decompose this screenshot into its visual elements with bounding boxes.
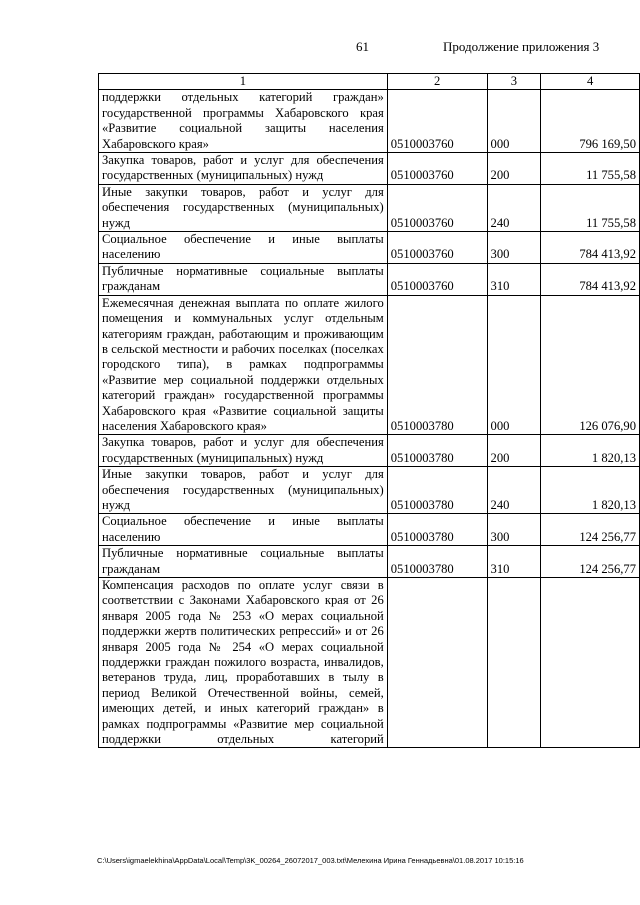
row-code: 0510003760 (387, 90, 487, 153)
table-row (99, 467, 640, 514)
row-amount: 11 755,58 (541, 153, 640, 185)
row-code: 0510003780 (387, 467, 487, 514)
row-amount: 796 169,50 (541, 90, 640, 153)
appendix-title: Продолжение приложения 3 (443, 39, 600, 54)
page-number: 61 (356, 39, 369, 54)
row-description: Публичные нормативные социальные выплаты гражданам (99, 263, 388, 295)
row-amount: 124 256,77 (541, 514, 640, 546)
row-amount: 124 256,77 (541, 546, 640, 578)
row-code: 0510003760 (387, 184, 487, 231)
row-description: Закупка товаров, работ и услуг для обеспечения государственных (муниципальных) нужд (99, 435, 388, 467)
row-code: 0510003780 (387, 514, 487, 546)
row-description: Социальное обеспечение и иные выплаты населению (99, 232, 388, 264)
row-amount: 784 413,92 (541, 263, 640, 295)
row-description: Публичные нормативные социальные выплаты гражданам (99, 546, 388, 578)
table-row (99, 295, 640, 435)
row-expense-type: 300 (487, 232, 541, 264)
row-expense-type: 240 (487, 467, 541, 514)
row-expense-type: 200 (487, 153, 541, 185)
row-amount: 11 755,58 (541, 184, 640, 231)
table-row (99, 263, 640, 295)
page-header (0, 39, 640, 55)
row-description: Закупка товаров, работ и услуг для обеспечения государственных (муниципальных) нужд (99, 153, 388, 185)
row-code: 0510003780 (387, 295, 487, 435)
row-description: Компенсация расходов по оплате услуг связи в соответствии с Законами Хабаровского края от 26 января 2005 года № 253 «О мерах социальной поддержки жертв политических репрессий» и от 26 января 2005 года № 254 «О мерах социальной поддержки граждан пожилого возраста, инвалидов, ветеранов труда, лиц, проработавших в тылу в период Великой Отечественной войны, семей, имеющих детей, и иных категорий граждан» в рамках подпрограммы «Развитие мер социальной поддержки отдельных категорий (99, 578, 388, 748)
row-code: 0510003780 (387, 435, 487, 467)
row-description: Социальное обеспечение и иные выплаты населению (99, 514, 388, 546)
row-amount: 1 820,13 (541, 467, 640, 514)
table-row (99, 232, 640, 264)
row-amount: 126 076,90 (541, 295, 640, 435)
header-row (99, 74, 640, 90)
row-description: Ежемесячная денежная выплата по оплате жилого помещения и коммунальных услуг отдельным категориям граждан, работающим и проживающим в сельской местности и рабочих поселках (поселках городского типа), в рамках подпрограммы «Развитие мер социальной поддержки отдельных категорий граждан» государственной программы Хабаровского края «Развитие социальной защиты населения Хабаровского края» (99, 295, 388, 435)
row-expense-type: 200 (487, 435, 541, 467)
column-header-2: 2 (387, 74, 487, 90)
row-amount: 1 820,13 (541, 435, 640, 467)
row-amount (541, 578, 640, 748)
row-expense-type: 000 (487, 295, 541, 435)
row-amount: 784 413,92 (541, 232, 640, 264)
row-code: 0510003760 (387, 232, 487, 264)
row-expense-type (487, 578, 541, 748)
budget-table (98, 73, 640, 748)
table-header (99, 74, 640, 90)
column-header-4: 4 (541, 74, 640, 90)
column-header-3: 3 (487, 74, 541, 90)
table-row (99, 153, 640, 185)
row-expense-type: 300 (487, 514, 541, 546)
table-row (99, 514, 640, 546)
row-description: поддержки отдельных категорий граждан» государственной программы Хабаровского края «Развитие социальной защиты населения Хабаровского края» (99, 90, 388, 153)
row-description: Иные закупки товаров, работ и услуг для обеспечения государственных (муниципальных) нужд (99, 184, 388, 231)
row-description: Иные закупки товаров, работ и услуг для обеспечения государственных (муниципальных) нужд (99, 467, 388, 514)
table-row (99, 546, 640, 578)
row-code (387, 578, 487, 748)
row-code: 0510003760 (387, 153, 487, 185)
table-row (99, 90, 640, 153)
table-row (99, 435, 640, 467)
row-expense-type: 240 (487, 184, 541, 231)
row-code: 0510003780 (387, 546, 487, 578)
table-row (99, 184, 640, 231)
table-row (99, 578, 640, 748)
row-expense-type: 000 (487, 90, 541, 153)
row-expense-type: 310 (487, 263, 541, 295)
row-expense-type: 310 (487, 546, 541, 578)
column-header-1: 1 (99, 74, 388, 90)
table-body (99, 90, 640, 748)
file-path-footer: C:\Users\igmaelekhina\AppData\Local\Temp\3K_00264_26072017_003.txt\Мелехина Ирина Геннадьевна\01.08.2017 10:15:16 (97, 856, 524, 865)
row-code: 0510003760 (387, 263, 487, 295)
